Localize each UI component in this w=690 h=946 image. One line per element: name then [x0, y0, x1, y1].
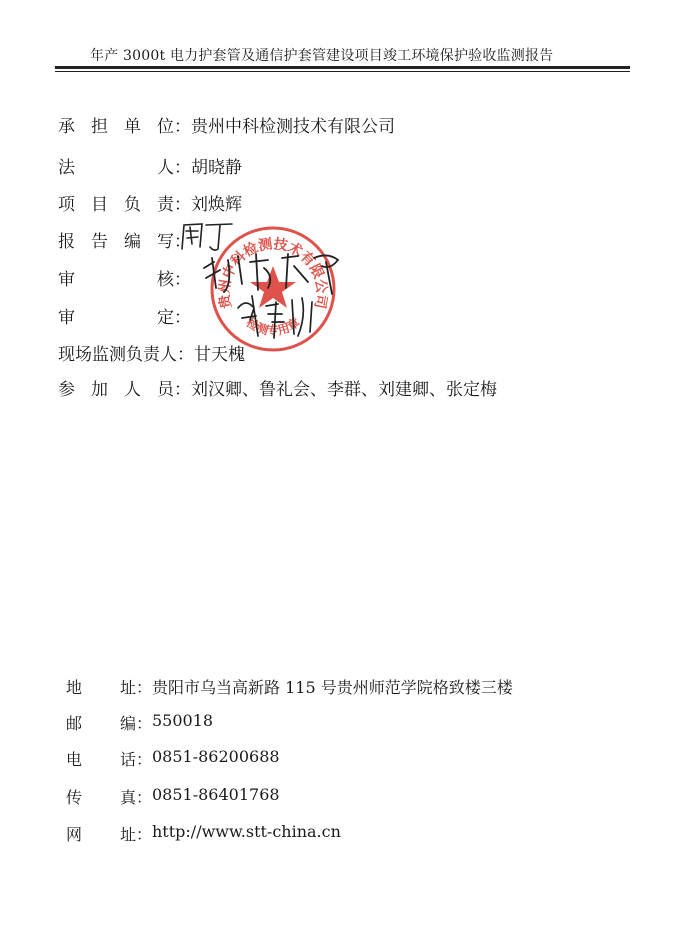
label-report-writer: [58, 227, 174, 252]
colon: ：: [174, 158, 191, 178]
label-char: 目: [91, 195, 108, 215]
label-char: 位: [157, 117, 174, 137]
colon: ：: [136, 750, 153, 769]
row-contractor: [58, 112, 395, 137]
value-postcode: 550018: [152, 711, 214, 730]
value-site-lead: 甘天槐: [194, 345, 245, 365]
colon: ：: [174, 117, 191, 137]
colon: ：: [174, 270, 191, 290]
label-participants: [58, 375, 174, 400]
label-char: 核: [157, 270, 174, 290]
approver-signature: [232, 292, 322, 342]
label-char: 负: [124, 195, 141, 215]
value-phone: 0851-86200688: [152, 747, 280, 766]
label-char: 写: [157, 232, 174, 252]
label-site-lead: 现场监测负责人: [58, 345, 177, 365]
label-char: 人: [157, 158, 174, 178]
label-char: 担: [91, 117, 108, 137]
label-char: 邮: [66, 714, 83, 733]
label-postcode: [66, 711, 136, 734]
label-website: [66, 822, 136, 845]
colon: ：: [136, 825, 153, 844]
label-reviewer: [58, 265, 174, 290]
label-char: 真: [119, 788, 136, 807]
colon: ：: [177, 345, 194, 365]
label-char: 承: [58, 117, 75, 137]
label-char: 项: [58, 195, 75, 215]
label-char: 编: [124, 232, 141, 252]
header-divider-thick: [55, 66, 630, 69]
row-website: [66, 822, 341, 845]
label-char: 员: [157, 380, 174, 400]
label-char: 参: [58, 380, 75, 400]
row-fax: [66, 785, 280, 808]
header-divider-thin: [55, 71, 630, 72]
label-char: 编: [119, 714, 136, 733]
seal-top-text: 贵州中科检测技术有限公司: [216, 236, 330, 310]
label-char: 法: [58, 158, 75, 178]
row-approver: [58, 303, 191, 328]
value-participants: 刘汉卿、鲁礼会、李群、刘建卿、张定梅: [191, 380, 497, 400]
seal-bottom-text: 检测专用章: [243, 315, 303, 338]
colon: ：: [174, 195, 191, 215]
label-address: [66, 675, 136, 698]
reviewer-signature: [198, 248, 353, 296]
value-address: 贵阳市乌当高新路 115 号贵州师范学院格致楼三楼: [152, 678, 513, 697]
value-contractor: 贵州中科检测技术有限公司: [191, 117, 395, 137]
label-char: 审: [58, 270, 75, 290]
label-approver: [58, 303, 174, 328]
label-char: 人: [124, 380, 141, 400]
row-address: [66, 675, 513, 698]
colon: ：: [174, 232, 191, 252]
colon: ：: [136, 714, 153, 733]
label-char: 网: [66, 825, 83, 844]
label-char: 电: [66, 750, 83, 769]
label-char: 址: [119, 678, 136, 697]
label-char: 址: [119, 825, 136, 844]
label-char: 责: [157, 195, 174, 215]
row-phone: [66, 747, 280, 770]
label-char: 单: [124, 117, 141, 137]
value-legal-person: 胡晓静: [191, 158, 242, 178]
colon: ：: [136, 678, 153, 697]
row-participants: [58, 375, 497, 400]
row-project-lead: [58, 190, 242, 215]
label-fax: [66, 785, 136, 808]
row-postcode: [66, 711, 213, 734]
value-fax: 0851-86401768: [152, 785, 280, 804]
colon: ：: [174, 380, 191, 400]
label-char: 审: [58, 308, 75, 328]
label-char: 报: [58, 232, 75, 252]
label-char: 加: [91, 380, 108, 400]
label-char: 传: [66, 788, 83, 807]
label-project-lead: [58, 190, 174, 215]
colon: ：: [174, 308, 191, 328]
label-contractor: [58, 112, 174, 137]
label-char: 地: [66, 678, 83, 697]
colon: ：: [136, 788, 153, 807]
value-website[interactable]: http://www.stt-china.cn: [152, 822, 341, 841]
label-char: 话: [119, 750, 136, 769]
value-project-lead: 刘焕辉: [191, 195, 242, 215]
label-char: 定: [157, 308, 174, 328]
row-legal-person: [58, 153, 242, 178]
label-phone: [66, 747, 136, 770]
row-report-writer: [58, 227, 191, 252]
label-char: 告: [91, 232, 108, 252]
row-reviewer: [58, 265, 191, 290]
label-legal-person: [58, 153, 174, 178]
report-header-title: 年产 3000t 电力护套管及通信护套管建设项目竣工环境保护验收监测报告: [90, 48, 554, 64]
